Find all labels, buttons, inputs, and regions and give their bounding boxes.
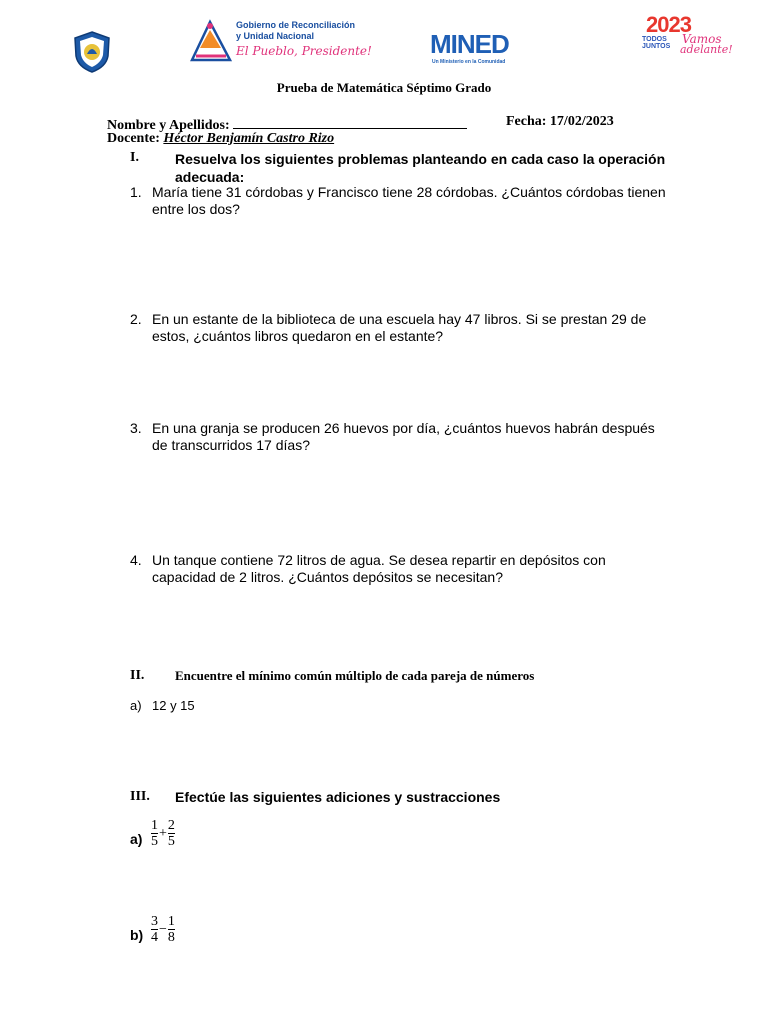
operator: +: [159, 826, 167, 841]
mined-title: MINED: [430, 29, 509, 59]
denominator: 4: [151, 930, 158, 945]
question-2-number: 2.: [130, 311, 142, 327]
government-logo: [188, 16, 378, 68]
question-3-text: En una granja se producen 26 huevos por día, ¿cuántos huevos habrán después de transcurridos 17 días?: [152, 420, 655, 453]
section3-item-b-expression: [151, 915, 175, 945]
year-slogan-vamos: Vamos: [682, 32, 722, 46]
volcano-icon: [188, 16, 234, 66]
year-slogan-juntos: JUNTOS: [642, 43, 671, 50]
year-slogan-adelante: adelante!: [680, 43, 733, 56]
page-title: Prueba de Matemática Séptimo Grado: [276, 80, 492, 95]
shield-icon: [72, 30, 112, 74]
question-1-text: María tiene 31 córdobas y Francisco tiene 28 córdobas. ¿Cuántos córdobas tienen entre los dos?: [152, 184, 666, 217]
section3-number: III.: [130, 789, 150, 804]
gov-slogan: El Pueblo, Presidente!: [236, 44, 372, 58]
denominator: 5: [151, 834, 158, 849]
numerator: 1: [167, 914, 175, 929]
gov-line1: Gobierno de Reconciliación: [236, 20, 356, 30]
denominator: 5: [167, 834, 175, 849]
school-emblem: [72, 30, 112, 74]
section2-number: II.: [130, 668, 145, 683]
denominator: 8: [167, 930, 175, 945]
teacher-label: Docente:: [107, 131, 160, 146]
section2-item-a-text: 12 y 15: [152, 698, 195, 713]
question-3-number: 3.: [130, 420, 142, 436]
section1-instruction: Resuelva los siguientes problemas planteando en cada caso la operación adecuada:: [175, 151, 666, 185]
numerator: 3: [151, 914, 158, 929]
numerator: 1: [151, 818, 158, 833]
fraction: [168, 915, 175, 945]
name-label: Nombre y Apellidos:: [107, 118, 230, 133]
year-number: 2023: [646, 12, 691, 37]
fraction: [151, 915, 158, 945]
question-2-text: En un estante de la biblioteca de una escuela hay 47 libros. Si se prestan 29 de estos, ¿cuántos libros quedaron en el estante?: [152, 311, 647, 344]
section3-item-a-expression: [151, 819, 175, 849]
numerator: 2: [167, 818, 175, 833]
mined-logo: [430, 30, 524, 70]
question-4-number: 4.: [130, 552, 142, 568]
question-4-text: Un tanque contiene 72 litros de agua. Se desea repartir en depósitos con capacidad de 2 litros. ¿Cuántos depósitos se necesitan?: [152, 552, 606, 585]
section2-item-a-label: a): [130, 698, 142, 713]
section1-number: I.: [130, 150, 139, 165]
operator: −: [159, 922, 167, 937]
section2-instruction: Encuentre el mínimo común múltiplo de cada pareja de números: [175, 668, 535, 683]
gov-line2: y Unidad Nacional: [236, 31, 315, 41]
year-2023-logo: [640, 14, 740, 54]
mined-subtitle: Un Ministerio en la Comunidad: [432, 59, 506, 65]
teacher-name: Héctor Benjamín Castro Rizo: [163, 131, 335, 146]
section3-instruction: Efectúe las siguientes adiciones y sustracciones: [175, 789, 501, 805]
name-blank-line[interactable]: [233, 114, 467, 129]
section3-item-b-label: b): [130, 927, 144, 943]
fraction: [151, 819, 158, 849]
teacher-row: [107, 131, 334, 147]
question-1-number: 1.: [130, 184, 142, 200]
section3-item-a-label: a): [130, 831, 143, 847]
year-slogan-todos: TODOS: [642, 36, 667, 43]
fraction: [168, 819, 175, 849]
date-label: Fecha: 17/02/2023: [506, 114, 614, 129]
